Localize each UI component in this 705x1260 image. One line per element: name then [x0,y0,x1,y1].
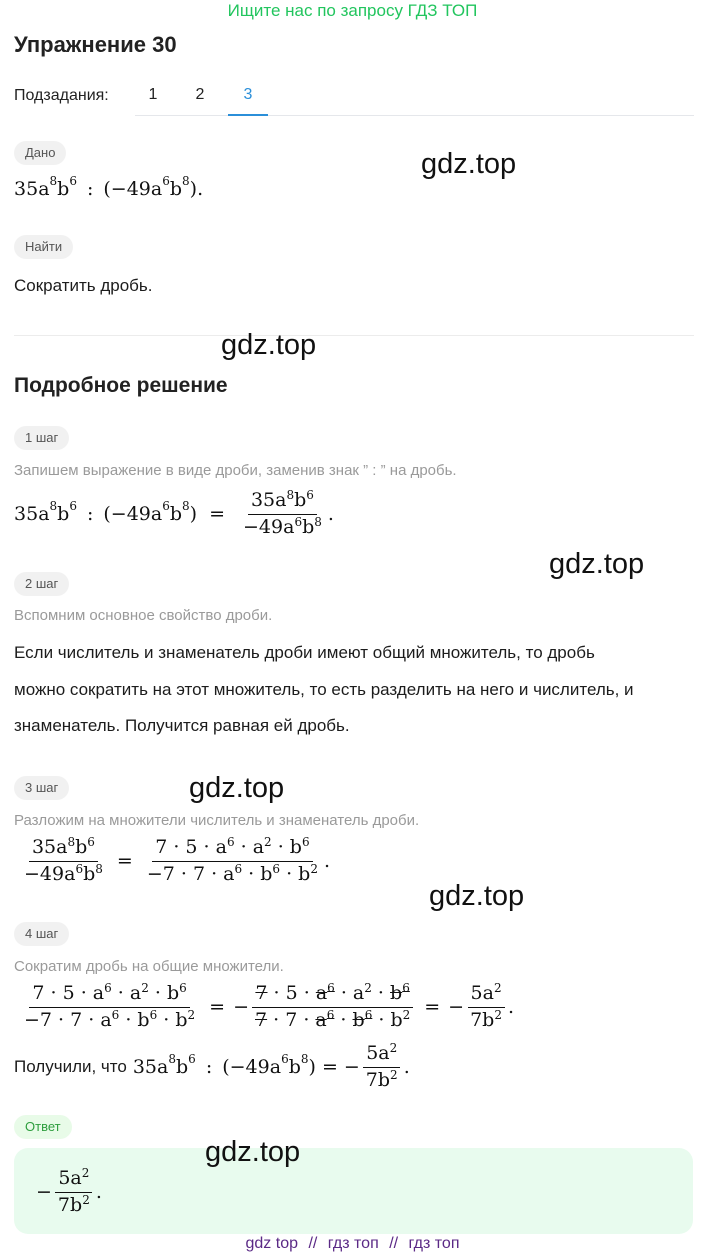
tab-subtask-1[interactable]: 1 [148,86,158,103]
step-1-formula: 35 a $^8$ b $^6$ : (−49 a $^6$ b $^8$ ) = $\frac{35a^8b^6}{-49a^6b^8}$ . [14,488,334,538]
subtasks-bar [14,80,694,116]
watermark: gdz.top [221,329,317,361]
step-3-formula: $\frac{35a^8b^6}{-49a^6b^8}$ = $\frac{7 \cdot 5 \cdot a^6 \cdot a^2 \cdot b^6}{-7 \cdot 7 \cdot a^6 \cdot b^6 \cdot b^2}$ . [24,835,331,885]
step-4-result: Получили, что 35 a $^8$ b $^6$ : (−49 a $^6$ b $^8$ ) = − $\frac{5a^2}{7b^2}$ . [14,1041,410,1091]
step-2-badge: 2 шаг [14,572,69,596]
footer-link-3[interactable]: гдз топ [408,1235,460,1252]
footer-sep: // [308,1235,318,1252]
footer-link-1[interactable]: gdz top [245,1235,298,1252]
step-2-hint: Вспомним основное свойство дроби. [14,607,273,624]
step-4-badge: 4 шаг [14,922,69,946]
answer-badge: Ответ [14,1115,72,1139]
find-text: Сократить дробь. [14,276,153,295]
search-banner: Ищите нас по запросу ГДЗ ТОП [227,1,478,20]
given-expression: 35 a $^8$ b $^6$ : (−49 a $^6$ b $^8$ ). [14,174,204,200]
step-4-hint: Сократим дробь на общие множители. [14,958,284,975]
step-2-text-line-1: Если числитель и знаменатель дроби имеют общий множитель, то дробь [14,643,595,662]
tab-subtask-2[interactable]: 2 [195,86,205,103]
footer-link-2[interactable]: гдз топ [327,1235,379,1252]
section-divider [14,335,694,336]
watermark: gdz.top [205,1136,301,1168]
step-1-hint: Запишем выражение в виде дроби, заменив знак ” : ” на дробь. [14,462,457,479]
step-2-text-line-3: знаменатель. Получится равная ей дробь. [14,716,350,735]
footer-links [0,1235,705,1253]
tab-subtask-3[interactable]: 3 [228,80,268,116]
answer-formula: − $\frac{5a^2}{7b^2}$ . [36,1166,102,1216]
watermark: gdz.top [189,772,285,804]
watermark: gdz.top [421,148,517,180]
footer-sep: // [389,1235,399,1252]
step-2-text-line-2: можно сократить на этот множитель, то есть разделить на него и числитель, и [14,680,634,699]
step-3-hint: Разложим на множители числитель и знаменатель дроби. [14,812,420,829]
step-4-formula: $\frac{7 \cdot 5 \cdot a^6 \cdot a^2 \cdot b^6}{-7 \cdot 7 \cdot a^6 \cdot b^6 \cdot b^2}$ = − $\frac{7 \cdot 5 \cdot a^6 \cdot a^2 \cdot b^6}{7 \cdot 7 \cdot a^6 \cdot b^6 \cdot b^2}$ = − $\frac{5a^2}{7b^2}$ . [24,981,515,1031]
given-badge: Дано [14,141,66,165]
subtasks-label: Подзадания: [14,87,109,104]
watermark: gdz.top [429,880,525,912]
answer-box [14,1148,693,1234]
step-1-badge: 1 шаг [14,426,69,450]
find-badge: Найти [14,235,73,259]
step-3-badge: 3 шаг [14,776,69,800]
solution-title: Подробное решение [14,374,228,397]
watermark: gdz.top [549,548,645,580]
exercise-title: Упражнение 30 [14,32,177,57]
